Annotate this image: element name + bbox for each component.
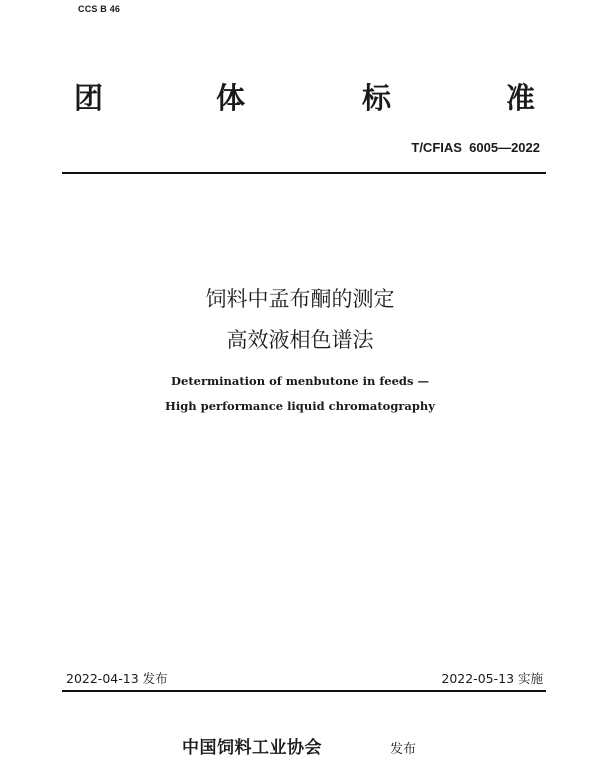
issue-date: 2022-04-13 发布 [66, 671, 168, 686]
title-en-line1: Determination of menbutone in feeds — [171, 374, 429, 388]
banner-char: 团 [74, 81, 104, 115]
bottom-divider [62, 690, 546, 692]
standard-number: T/CFIAS 6005—2022 [411, 140, 540, 155]
banner-char: 准 [506, 81, 536, 115]
title-cn-line2: 高效液相色谱法 [226, 328, 374, 352]
publisher-name: 中国饲料工业协会 [182, 738, 322, 758]
banner-char: 标 [362, 81, 392, 115]
top-divider [62, 172, 546, 174]
title-cn-line1: 饲料中孟布酮的测定 [205, 287, 395, 311]
publish-label: 发布 [390, 742, 417, 757]
title-en-line2: High performance liquid chromatography [165, 399, 435, 413]
document-type-banner [66, 78, 546, 118]
banner-char: 体 [216, 81, 246, 115]
implement-date: 2022-05-13 实施 [441, 671, 543, 686]
ccs-code: CCS B 46 [78, 4, 121, 14]
